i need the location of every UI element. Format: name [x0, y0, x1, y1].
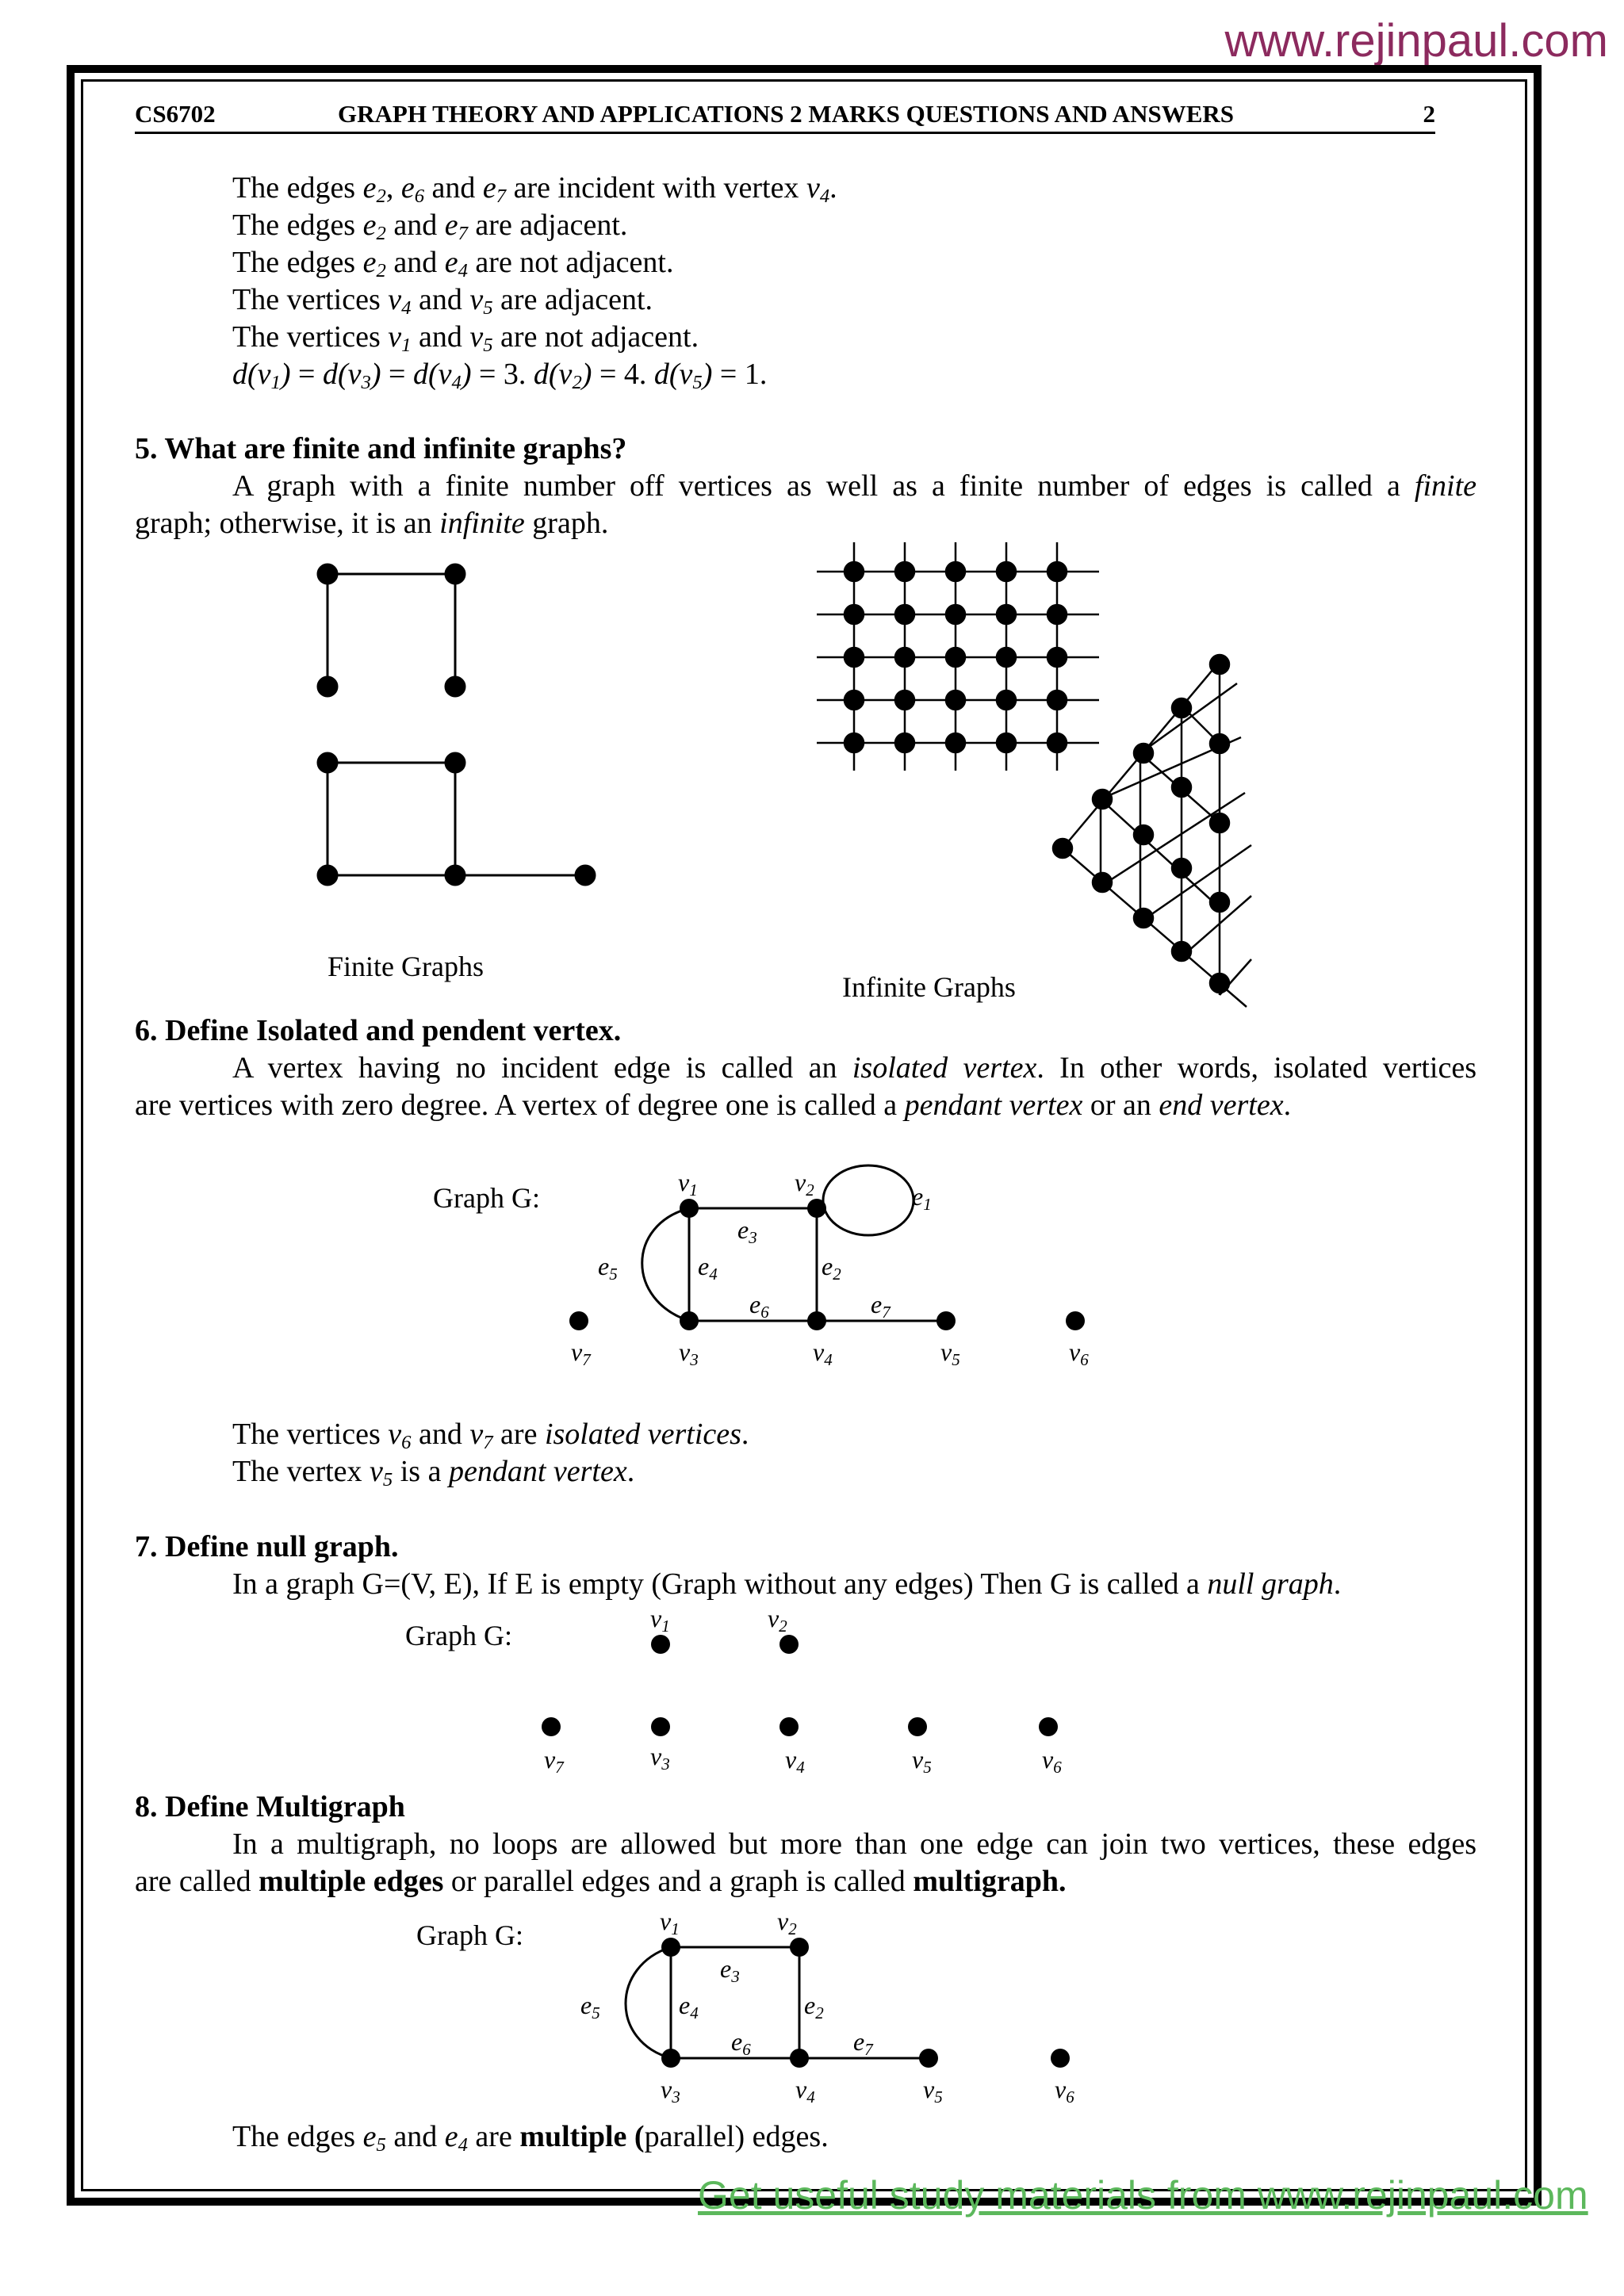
text-line: In a graph G=(V, E), If E is empty (Graph without any edges) Then G is called a null graph.: [232, 1567, 1342, 1601]
svg-text:v3: v3: [661, 2075, 680, 2107]
svg-text:v1: v1: [660, 1907, 680, 1938]
svg-text:v5: v5: [923, 2075, 943, 2107]
svg-text:e4: e4: [698, 1252, 718, 1284]
svg-text:e6: e6: [749, 1290, 769, 1322]
text-line: The vertices $v_1$ and $v_5$ are not adjacent.: [232, 320, 699, 357]
svg-text:e7: e7: [853, 2027, 873, 2059]
infinite-graphs-caption: Infinite Graphs: [842, 971, 1016, 1003]
q7-vertex-labels: [544, 1604, 1062, 1777]
svg-text:v2: v2: [777, 1907, 797, 1938]
course-code: CS6702: [135, 100, 216, 128]
svg-text:v6: v6: [1042, 1745, 1062, 1777]
text-line: The vertex $v_5$ is a pendant vertex.: [232, 1455, 635, 1491]
svg-text:v4: v4: [813, 1337, 833, 1369]
svg-text:v7: v7: [544, 1745, 564, 1777]
q8-vertex-labels: [580, 1907, 1074, 2107]
finite-graphs-caption: Finite Graphs: [327, 951, 484, 982]
svg-text:e5: e5: [598, 1252, 618, 1284]
svg-text:e5: e5: [580, 1991, 600, 2022]
text-line: A graph with a finite number off vertices as well as a finite number of edges is called a finite: [232, 469, 1477, 503]
svg-text:e2: e2: [822, 1252, 841, 1284]
page-number: 2: [1423, 100, 1435, 128]
text-line: A vertex having no incident edge is called an isolated vertex. In other words, isolated vertices: [232, 1051, 1477, 1085]
text-line: are vertices with zero degree. A vertex of degree one is called a pendant vertex or an end vertex.: [135, 1089, 1292, 1122]
infinite-triangular-graph: [1053, 655, 1251, 1007]
text-line: The vertices $v_4$ and $v_5$ are adjacent.: [232, 283, 653, 320]
svg-text:e7: e7: [871, 1290, 891, 1322]
infinite-grid-graph: [817, 542, 1099, 771]
svg-text:v4: v4: [795, 2075, 815, 2107]
header-title: GRAPH THEORY AND APPLICATIONS 2 MARKS QUESTIONS AND ANSWERS: [338, 100, 1235, 128]
text-line: The edges $e_2$ and $e_4$ are not adjacent.: [232, 246, 674, 282]
text-line: The edges $e_2$ and $e_7$ are adjacent.: [232, 209, 628, 245]
svg-text:e6: e6: [731, 2027, 751, 2059]
question-8-heading: 8. Define Multigraph: [135, 1790, 405, 1823]
svg-text:v6: v6: [1069, 1337, 1089, 1369]
question-5-heading: 5. What are finite and infinite graphs?: [135, 432, 627, 465]
watermark-top: www.rejinpaul.com: [1224, 15, 1608, 67]
text-line: are called multiple edges or parallel edges and a graph is called multigraph.: [135, 1865, 1067, 1898]
svg-text:v5: v5: [940, 1337, 960, 1369]
graph-label: Graph G:: [433, 1182, 540, 1214]
text-line: In a multigraph, no loops are allowed but more than one edge can join two vertices, these edges: [232, 1827, 1477, 1861]
svg-text:v1: v1: [650, 1604, 670, 1636]
null-graph-vertices: [542, 1635, 1058, 1736]
graph-label: Graph G:: [416, 1919, 523, 1951]
null-graph-term: null graph: [1207, 1567, 1334, 1601]
svg-text:v6: v6: [1055, 2075, 1074, 2107]
svg-text:v4: v4: [785, 1745, 805, 1777]
svg-text:v1: v1: [678, 1168, 698, 1200]
question-7-heading: 7. Define null graph.: [135, 1530, 399, 1563]
question-6-heading: 6. Define Isolated and pendent vertex.: [135, 1014, 622, 1047]
svg-text:v7: v7: [571, 1337, 591, 1369]
text-line: The edges $e_2$, $e_6$ and $e_7$ are incident with vertex $v_4$.: [232, 171, 837, 208]
watermark-bottom: Get useful study materials from www.rejinpaul.com: [698, 2173, 1588, 2218]
graph-label: Graph G:: [405, 1620, 512, 1651]
svg-text:e3: e3: [737, 1215, 757, 1247]
svg-text:v5: v5: [912, 1745, 932, 1777]
svg-text:v2: v2: [795, 1168, 814, 1200]
q6-vertex-labels: [571, 1168, 1089, 1369]
svg-text:v3: v3: [650, 1742, 670, 1774]
svg-text:e3: e3: [720, 1954, 740, 1986]
text-line: The edges $e_5$ and $e_4$ are multiple (parallel) edges.: [232, 2120, 829, 2156]
svg-text:e1: e1: [912, 1182, 932, 1214]
null-graph-definition: In a graph G=(V, E), If E is empty (Graph without any edges) Then G is called a: [232, 1567, 1200, 1601]
svg-text:e4: e4: [679, 1991, 699, 2022]
svg-text:v2: v2: [768, 1604, 787, 1636]
multigraph: [626, 1947, 929, 2058]
svg-text:e2: e2: [804, 1991, 824, 2022]
text-line: $d(v_1) = d(v_3) = d(v_4) = 3$. $d(v_2) = 4$. $d(v_5) = 1$.: [232, 358, 768, 394]
text-line: graph; otherwise, it is an infinite graph.: [135, 507, 609, 540]
text-line: The vertices $v_6$ and $v_7$ are isolated vertices.: [232, 1418, 749, 1454]
svg-text:v3: v3: [679, 1337, 699, 1369]
finite-graph-with-tail: [318, 753, 595, 885]
finite-graph-square: [318, 564, 465, 696]
